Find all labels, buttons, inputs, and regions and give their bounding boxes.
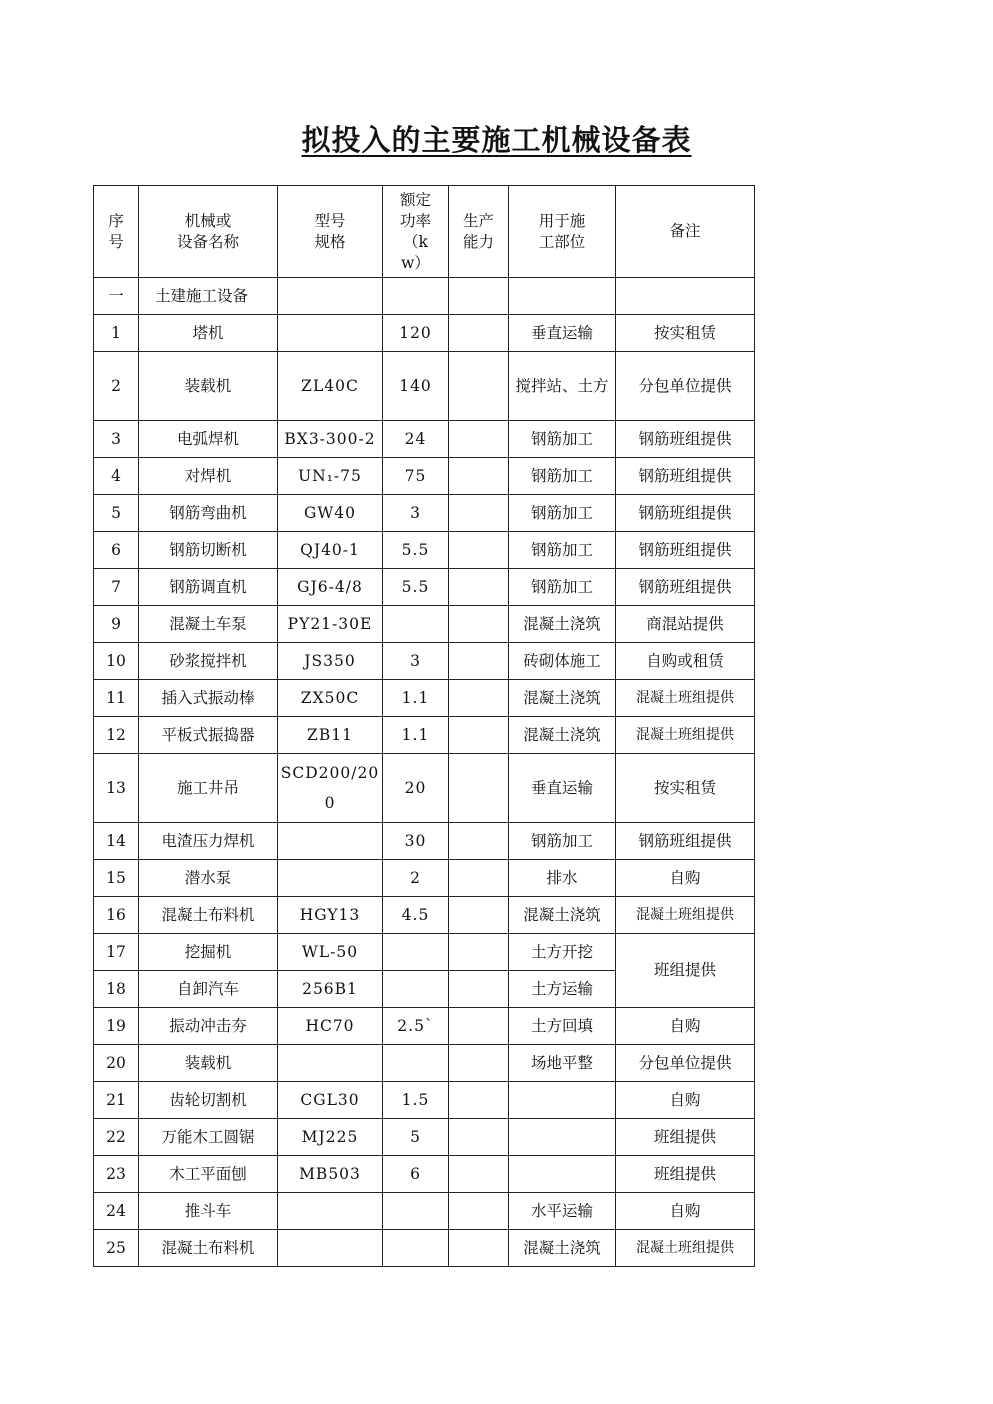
cell-power: 75 <box>383 458 449 495</box>
cell-power: 5.5 <box>383 569 449 606</box>
table-row <box>94 1082 755 1119</box>
cell-capacity <box>449 1193 509 1230</box>
table-row <box>94 717 755 754</box>
cell-name: 木工平面刨 <box>139 1156 278 1193</box>
cell-usage: 砖砌体施工 <box>509 643 616 680</box>
cell-model: GJ6-4/8 <box>278 569 383 606</box>
cell-capacity <box>449 1082 509 1119</box>
cell-power: 5 <box>383 1119 449 1156</box>
cell-model: CGL30 <box>278 1082 383 1119</box>
table-row <box>94 1045 755 1082</box>
cell-capacity <box>449 1230 509 1267</box>
cell-name: 电渣压力焊机 <box>139 823 278 860</box>
cell-model <box>278 1045 383 1082</box>
cell-no: 25 <box>94 1230 139 1267</box>
cell-name: 对焊机 <box>139 458 278 495</box>
cell-remark: 混凝土班组提供 <box>616 897 755 934</box>
cell-no: 13 <box>94 754 139 823</box>
cell-usage: 钢筋加工 <box>509 458 616 495</box>
cell-usage: 土方开挖 <box>509 934 616 971</box>
cell-no: 22 <box>94 1119 139 1156</box>
cell-power <box>383 971 449 1008</box>
cell-name: 塔机 <box>139 315 278 352</box>
cell-usage: 钢筋加工 <box>509 495 616 532</box>
cell-usage: 垂直运输 <box>509 754 616 823</box>
table-row <box>94 352 755 421</box>
cell-model: MB503 <box>278 1156 383 1193</box>
cell-model: ZX50C <box>278 680 383 717</box>
cell-power <box>383 1230 449 1267</box>
cell-usage: 搅拌站、土方 <box>509 352 616 421</box>
cell-model: BX3-300-2 <box>278 421 383 458</box>
cell-name: 自卸汽车 <box>139 971 278 1008</box>
cell-model: JS350 <box>278 643 383 680</box>
cell-model: ZL40C <box>278 352 383 421</box>
cell-capacity <box>449 606 509 643</box>
cell-capacity <box>449 643 509 680</box>
cell-model: PY21-30E <box>278 606 383 643</box>
cell-power: 140 <box>383 352 449 421</box>
cell-name: 砂浆搅拌机 <box>139 643 278 680</box>
cell-remark: 钢筋班组提供 <box>616 569 755 606</box>
cell-no: 12 <box>94 717 139 754</box>
cell-model: HGY13 <box>278 897 383 934</box>
cell-usage: 钢筋加工 <box>509 823 616 860</box>
page-title: 拟投入的主要施工机械设备表 <box>301 123 692 157</box>
cell-name: 插入式振动棒 <box>139 680 278 717</box>
cell-capacity <box>449 495 509 532</box>
cell-remark: 班组提供 <box>616 1119 755 1156</box>
cell-name: 钢筋弯曲机 <box>139 495 278 532</box>
cell-power: 1.1 <box>383 680 449 717</box>
cell-remark: 自购或租赁 <box>616 643 755 680</box>
cell-model: ZB11 <box>278 717 383 754</box>
cell-no: 10 <box>94 643 139 680</box>
cell-remark: 分包单位提供 <box>616 1045 755 1082</box>
cell-name: 潜水泵 <box>139 860 278 897</box>
cell-model <box>278 860 383 897</box>
table-row <box>94 1008 755 1045</box>
cell-model: MJ225 <box>278 1119 383 1156</box>
cell-power: 6 <box>383 1156 449 1193</box>
cell-name: 混凝土布料机 <box>139 1230 278 1267</box>
cell-usage: 混凝土浇筑 <box>509 897 616 934</box>
cell-remark: 自购 <box>616 1008 755 1045</box>
table-row <box>94 754 755 823</box>
cell-name: 装载机 <box>139 352 278 421</box>
cell-usage <box>509 1082 616 1119</box>
cell-power: 2.5` <box>383 1008 449 1045</box>
cell-usage: 土方回填 <box>509 1008 616 1045</box>
cell-no: 5 <box>94 495 139 532</box>
cell-remark: 商混站提供 <box>616 606 755 643</box>
cell-no: 9 <box>94 606 139 643</box>
cell-no: 4 <box>94 458 139 495</box>
cell-remark: 钢筋班组提供 <box>616 823 755 860</box>
cell-capacity <box>449 1156 509 1193</box>
cell-name: 钢筋切断机 <box>139 532 278 569</box>
cell-name: 施工井吊 <box>139 754 278 823</box>
cell-usage: 混凝土浇筑 <box>509 680 616 717</box>
cell-name: 万能木工圆锯 <box>139 1119 278 1156</box>
cell-model: QJ40-1 <box>278 532 383 569</box>
cell-remark: 混凝土班组提供 <box>616 717 755 754</box>
cell-capacity <box>449 754 509 823</box>
cell-usage: 混凝土浇筑 <box>509 1230 616 1267</box>
cell-capacity <box>449 532 509 569</box>
cell-power: 4.5 <box>383 897 449 934</box>
cell-usage: 排水 <box>509 860 616 897</box>
header-no: 序号 <box>94 186 139 278</box>
table-row <box>94 315 755 352</box>
cell-name: 混凝土布料机 <box>139 897 278 934</box>
cell-power: 20 <box>383 754 449 823</box>
cell-remark: 钢筋班组提供 <box>616 532 755 569</box>
section-name: 土建施工设备 <box>139 278 278 315</box>
cell-no: 2 <box>94 352 139 421</box>
equipment-table <box>93 185 755 1267</box>
cell-no: 15 <box>94 860 139 897</box>
cell-capacity <box>449 315 509 352</box>
cell-no: 6 <box>94 532 139 569</box>
cell-capacity <box>449 352 509 421</box>
cell-power: 3 <box>383 643 449 680</box>
cell-capacity <box>449 421 509 458</box>
cell-capacity <box>449 1008 509 1045</box>
cell-no: 11 <box>94 680 139 717</box>
table-row <box>94 823 755 860</box>
cell-name: 钢筋调直机 <box>139 569 278 606</box>
header-remark: 备注 <box>616 186 755 278</box>
cell-power <box>383 606 449 643</box>
cell-usage: 水平运输 <box>509 1193 616 1230</box>
cell-model: HC70 <box>278 1008 383 1045</box>
table-row <box>94 934 755 971</box>
cell-remark: 分包单位提供 <box>616 352 755 421</box>
table-row <box>94 421 755 458</box>
table-row <box>94 458 755 495</box>
cell-power: 30 <box>383 823 449 860</box>
cell-no: 16 <box>94 897 139 934</box>
cell-power: 1.5 <box>383 1082 449 1119</box>
cell-remark: 按实租赁 <box>616 754 755 823</box>
cell-usage: 钢筋加工 <box>509 532 616 569</box>
cell-power: 5.5 <box>383 532 449 569</box>
cell-power: 2 <box>383 860 449 897</box>
cell-power: 3 <box>383 495 449 532</box>
cell-capacity <box>449 717 509 754</box>
table-row <box>94 495 755 532</box>
cell-usage: 垂直运输 <box>509 315 616 352</box>
table-row <box>94 860 755 897</box>
table-row <box>94 569 755 606</box>
cell-capacity <box>449 569 509 606</box>
cell-no: 18 <box>94 971 139 1008</box>
cell-usage: 混凝土浇筑 <box>509 606 616 643</box>
table-row <box>94 532 755 569</box>
cell-remark: 混凝土班组提供 <box>616 1230 755 1267</box>
table-row <box>94 1119 755 1156</box>
cell-power <box>383 934 449 971</box>
cell-name: 电弧焊机 <box>139 421 278 458</box>
cell-usage: 钢筋加工 <box>509 421 616 458</box>
header-model: 型号 规格 <box>278 186 383 278</box>
cell-capacity <box>449 897 509 934</box>
cell-no: 3 <box>94 421 139 458</box>
cell-remark: 钢筋班组提供 <box>616 495 755 532</box>
table-row <box>94 643 755 680</box>
cell-capacity <box>449 1119 509 1156</box>
cell-model <box>278 315 383 352</box>
cell-no: 19 <box>94 1008 139 1045</box>
cell-capacity <box>449 823 509 860</box>
cell-name: 挖掘机 <box>139 934 278 971</box>
cell-name: 推斗车 <box>139 1193 278 1230</box>
cell-capacity <box>449 860 509 897</box>
cell-model: WL-50 <box>278 934 383 971</box>
cell-no: 17 <box>94 934 139 971</box>
cell-name: 齿轮切割机 <box>139 1082 278 1119</box>
cell-power: 1.1 <box>383 717 449 754</box>
cell-remark: 班组提供 <box>616 934 755 1008</box>
header-name: 机械或 设备名称 <box>139 186 278 278</box>
cell-remark: 自购 <box>616 1193 755 1230</box>
cell-capacity <box>449 458 509 495</box>
cell-model <box>278 1230 383 1267</box>
cell-remark: 自购 <box>616 860 755 897</box>
table-row <box>94 897 755 934</box>
cell-model: 256B1 <box>278 971 383 1008</box>
cell-usage: 土方运输 <box>509 971 616 1008</box>
cell-power: 120 <box>383 315 449 352</box>
cell-remark: 钢筋班组提供 <box>616 458 755 495</box>
cell-remark: 混凝土班组提供 <box>616 680 755 717</box>
cell-remark: 钢筋班组提供 <box>616 421 755 458</box>
table-row <box>94 606 755 643</box>
section-no: 一 <box>94 278 139 315</box>
cell-model: UN₁-75 <box>278 458 383 495</box>
cell-no: 21 <box>94 1082 139 1119</box>
cell-model <box>278 823 383 860</box>
cell-model <box>278 1193 383 1230</box>
header-usage: 用于施 工部位 <box>509 186 616 278</box>
cell-no: 20 <box>94 1045 139 1082</box>
cell-usage: 混凝土浇筑 <box>509 717 616 754</box>
header-row <box>94 186 755 278</box>
cell-capacity <box>449 1045 509 1082</box>
cell-power <box>383 1045 449 1082</box>
cell-name: 混凝土车泵 <box>139 606 278 643</box>
cell-no: 23 <box>94 1156 139 1193</box>
cell-power <box>383 1193 449 1230</box>
cell-name: 装载机 <box>139 1045 278 1082</box>
cell-no: 14 <box>94 823 139 860</box>
cell-capacity <box>449 680 509 717</box>
cell-no: 1 <box>94 315 139 352</box>
table-row <box>94 1193 755 1230</box>
cell-no: 7 <box>94 569 139 606</box>
cell-name: 平板式振捣器 <box>139 717 278 754</box>
cell-capacity <box>449 934 509 971</box>
header-power: 额定功率（kw） <box>383 186 449 278</box>
cell-remark: 自购 <box>616 1082 755 1119</box>
cell-capacity <box>449 971 509 1008</box>
header-capacity: 生产 能力 <box>449 186 509 278</box>
cell-usage <box>509 1156 616 1193</box>
cell-usage: 钢筋加工 <box>509 569 616 606</box>
table-row <box>94 1156 755 1193</box>
cell-usage <box>509 1119 616 1156</box>
cell-model: GW40 <box>278 495 383 532</box>
cell-remark: 按实租赁 <box>616 315 755 352</box>
table-row <box>94 1230 755 1267</box>
section-row <box>94 278 755 315</box>
cell-remark: 班组提供 <box>616 1156 755 1193</box>
cell-usage: 场地平整 <box>509 1045 616 1082</box>
table-row <box>94 680 755 717</box>
cell-power: 24 <box>383 421 449 458</box>
cell-model: SCD200/200 <box>278 754 383 823</box>
cell-no: 24 <box>94 1193 139 1230</box>
cell-name: 振动冲击夯 <box>139 1008 278 1045</box>
